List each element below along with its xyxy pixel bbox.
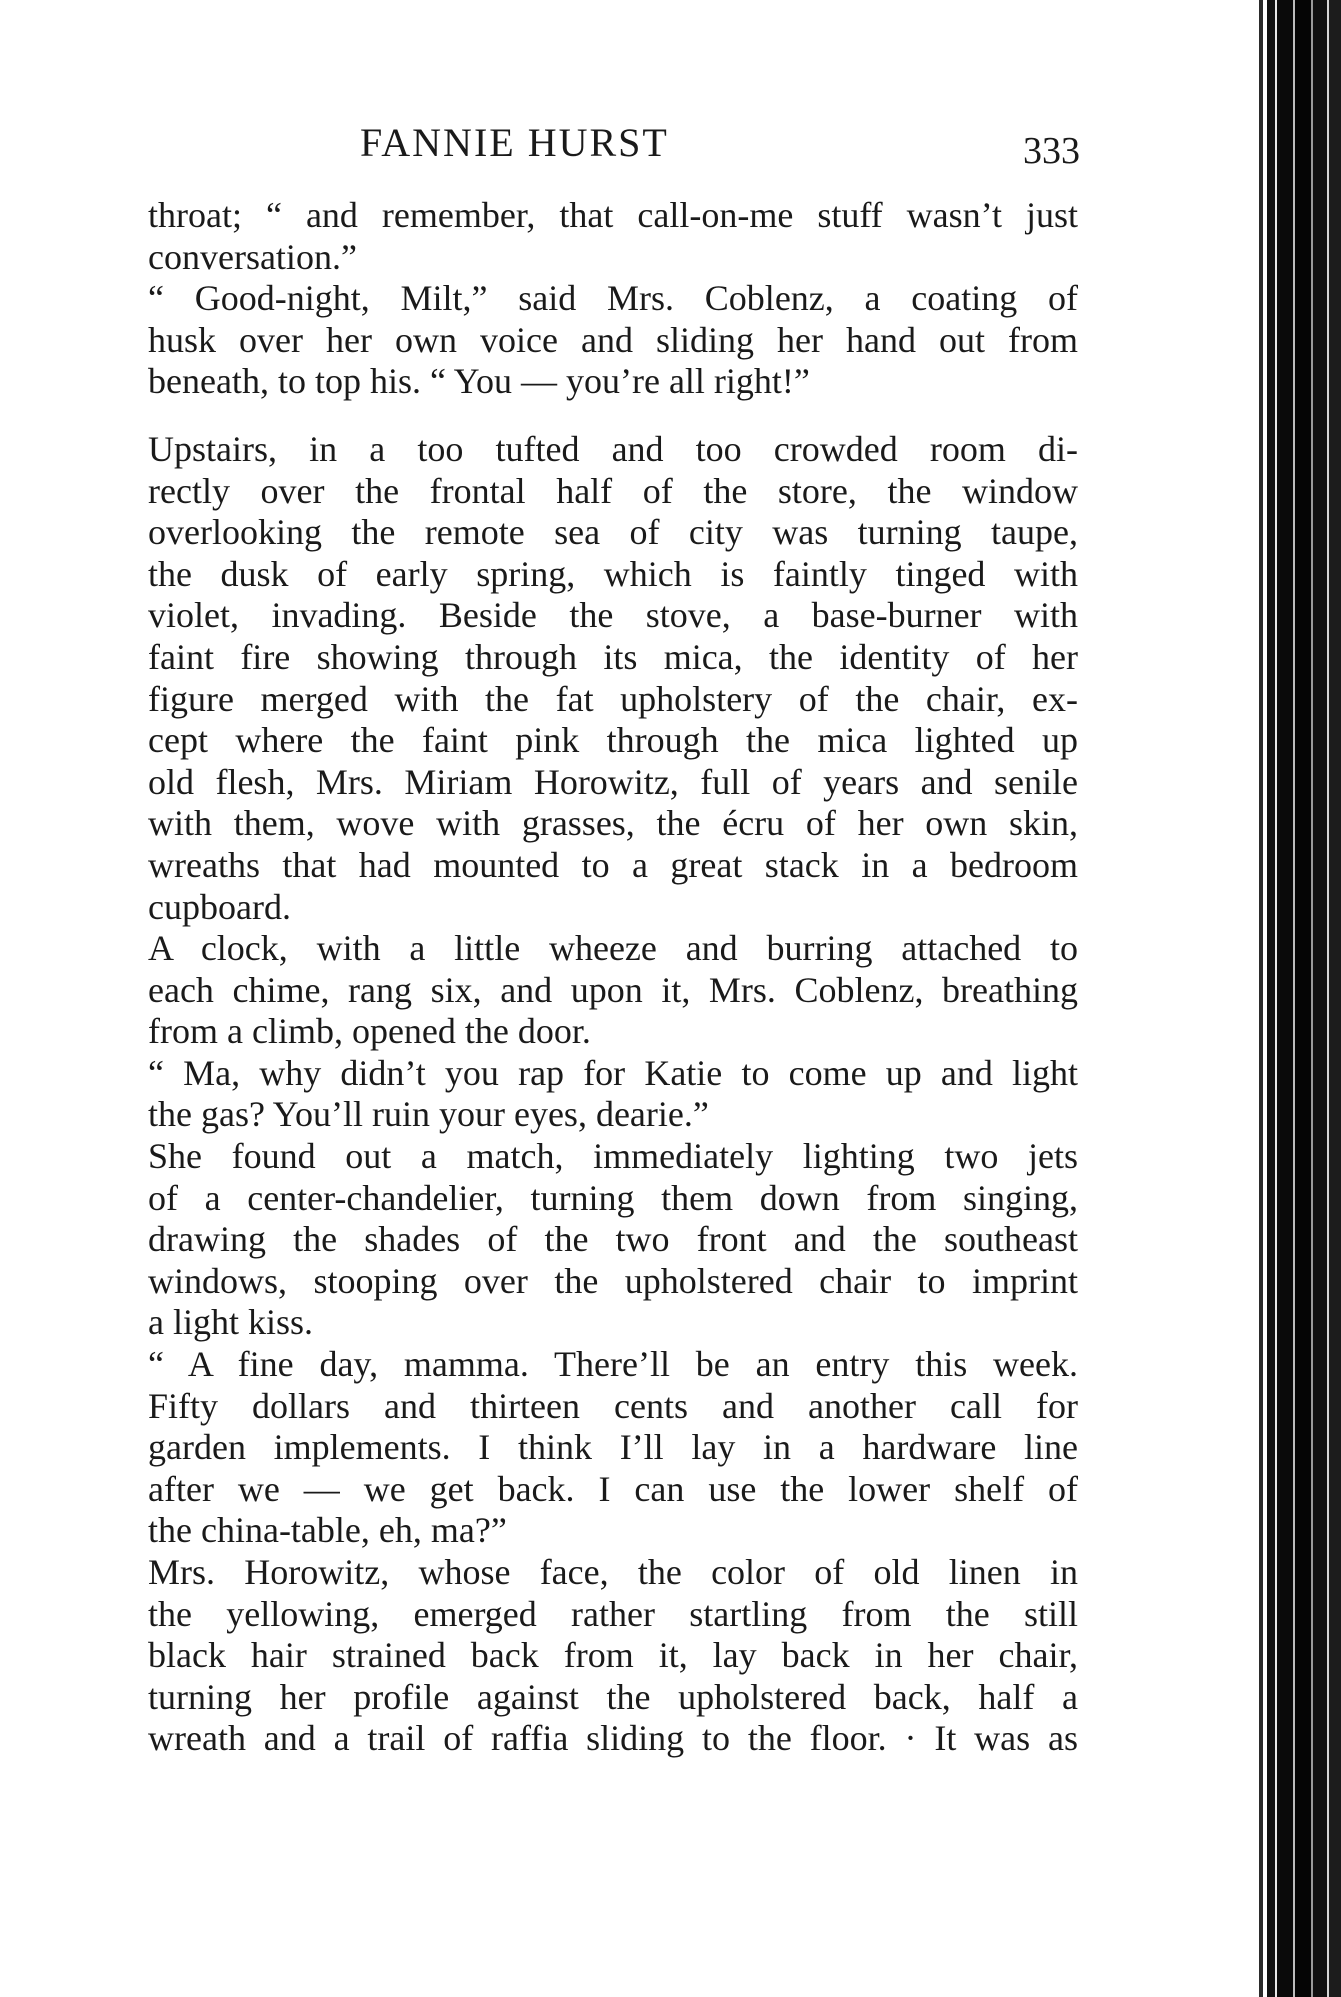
text-line: the china-table, eh, ma?”	[148, 1510, 507, 1551]
text-line: garden implements. I think I’ll lay in a hardware line	[148, 1427, 1078, 1468]
text-line: figure merged with the fat upholstery of the chair, ex-	[148, 678, 1078, 719]
text-line: husk over her own voice and sliding her hand out from	[148, 319, 1078, 360]
text-line: Fifty dollars and thirteen cents and another call for	[148, 1385, 1078, 1426]
text-line: windows, stooping over the upholstered chair to imprint	[148, 1260, 1078, 1301]
text-line: faint fire showing through its mica, the identity of her	[148, 636, 1078, 677]
text-line: from a climb, opened the door.	[148, 1011, 591, 1052]
text-line: after we — we get back. I can use the lower shelf of	[148, 1468, 1078, 1509]
running-head: FANNIE HURST	[360, 120, 669, 165]
text-line: “ Ma, why didn’t you rap for Katie to come up and light	[148, 1052, 1078, 1093]
body-text	[148, 195, 1078, 1760]
text-line: “ Good-night, Milt,” said Mrs. Coblenz, a coating of	[148, 278, 1078, 319]
page-header	[360, 118, 1080, 172]
text-line: wreath and a trail of raffia sliding to the floor. · It was as	[148, 1718, 1078, 1759]
text-line: the gas? You’ll ruin your eyes, dearie.”	[148, 1094, 709, 1135]
text-line: the dusk of early spring, which is faintly tinged with	[148, 553, 1078, 594]
book-spine-edge	[1241, 0, 1341, 1997]
text-line: Upstairs, in a too tufted and too crowded room di-	[148, 428, 1078, 469]
text-line: rectly over the frontal half of the store, the window	[148, 470, 1078, 511]
text-line: beneath, to top his. “ You — you’re all right!”	[148, 361, 810, 402]
text-line: turning her profile against the upholstered back, half a	[148, 1676, 1078, 1717]
text-line: black hair strained back from it, lay back in her chair,	[148, 1635, 1078, 1676]
text-line: drawing the shades of the two front and the southeast	[148, 1219, 1078, 1260]
text-line: a light kiss.	[148, 1302, 314, 1343]
text-line: overlooking the remote sea of city was turning taupe,	[148, 512, 1078, 553]
text-line: Mrs. Horowitz, whose face, the color of old linen in	[148, 1552, 1078, 1592]
text-line: of a center-chandelier, turning them down from singing,	[148, 1177, 1078, 1218]
text-line: cupboard.	[148, 886, 291, 927]
text-line: with them, wove with grasses, the écru of her own skin,	[148, 803, 1078, 844]
page-number: 333	[1023, 130, 1080, 172]
text-line: cept where the faint pink through the mica lighted up	[148, 720, 1078, 761]
text-line: throat; “ and remember, that call-on-me stuff wasn’t just	[148, 195, 1078, 235]
text-line: “ A fine day, mamma. There’ll be an entry this week.	[148, 1344, 1078, 1385]
text-line: wreaths that had mounted to a great stack in a bedroom	[148, 844, 1078, 885]
text-line: the yellowing, emerged rather startling from the still	[148, 1593, 1078, 1634]
text-line: old flesh, Mrs. Miriam Horowitz, full of years and senile	[148, 761, 1078, 802]
text-line: She found out a match, immediately lighting two jets	[148, 1136, 1078, 1177]
text-line: each chime, rang six, and upon it, Mrs. Coblenz, breathing	[148, 969, 1078, 1010]
text-line: violet, invading. Beside the stove, a base-burner with	[148, 595, 1078, 636]
text-line: conversation.”	[148, 236, 357, 277]
text-line: A clock, with a little wheeze and burring attached to	[148, 928, 1078, 969]
